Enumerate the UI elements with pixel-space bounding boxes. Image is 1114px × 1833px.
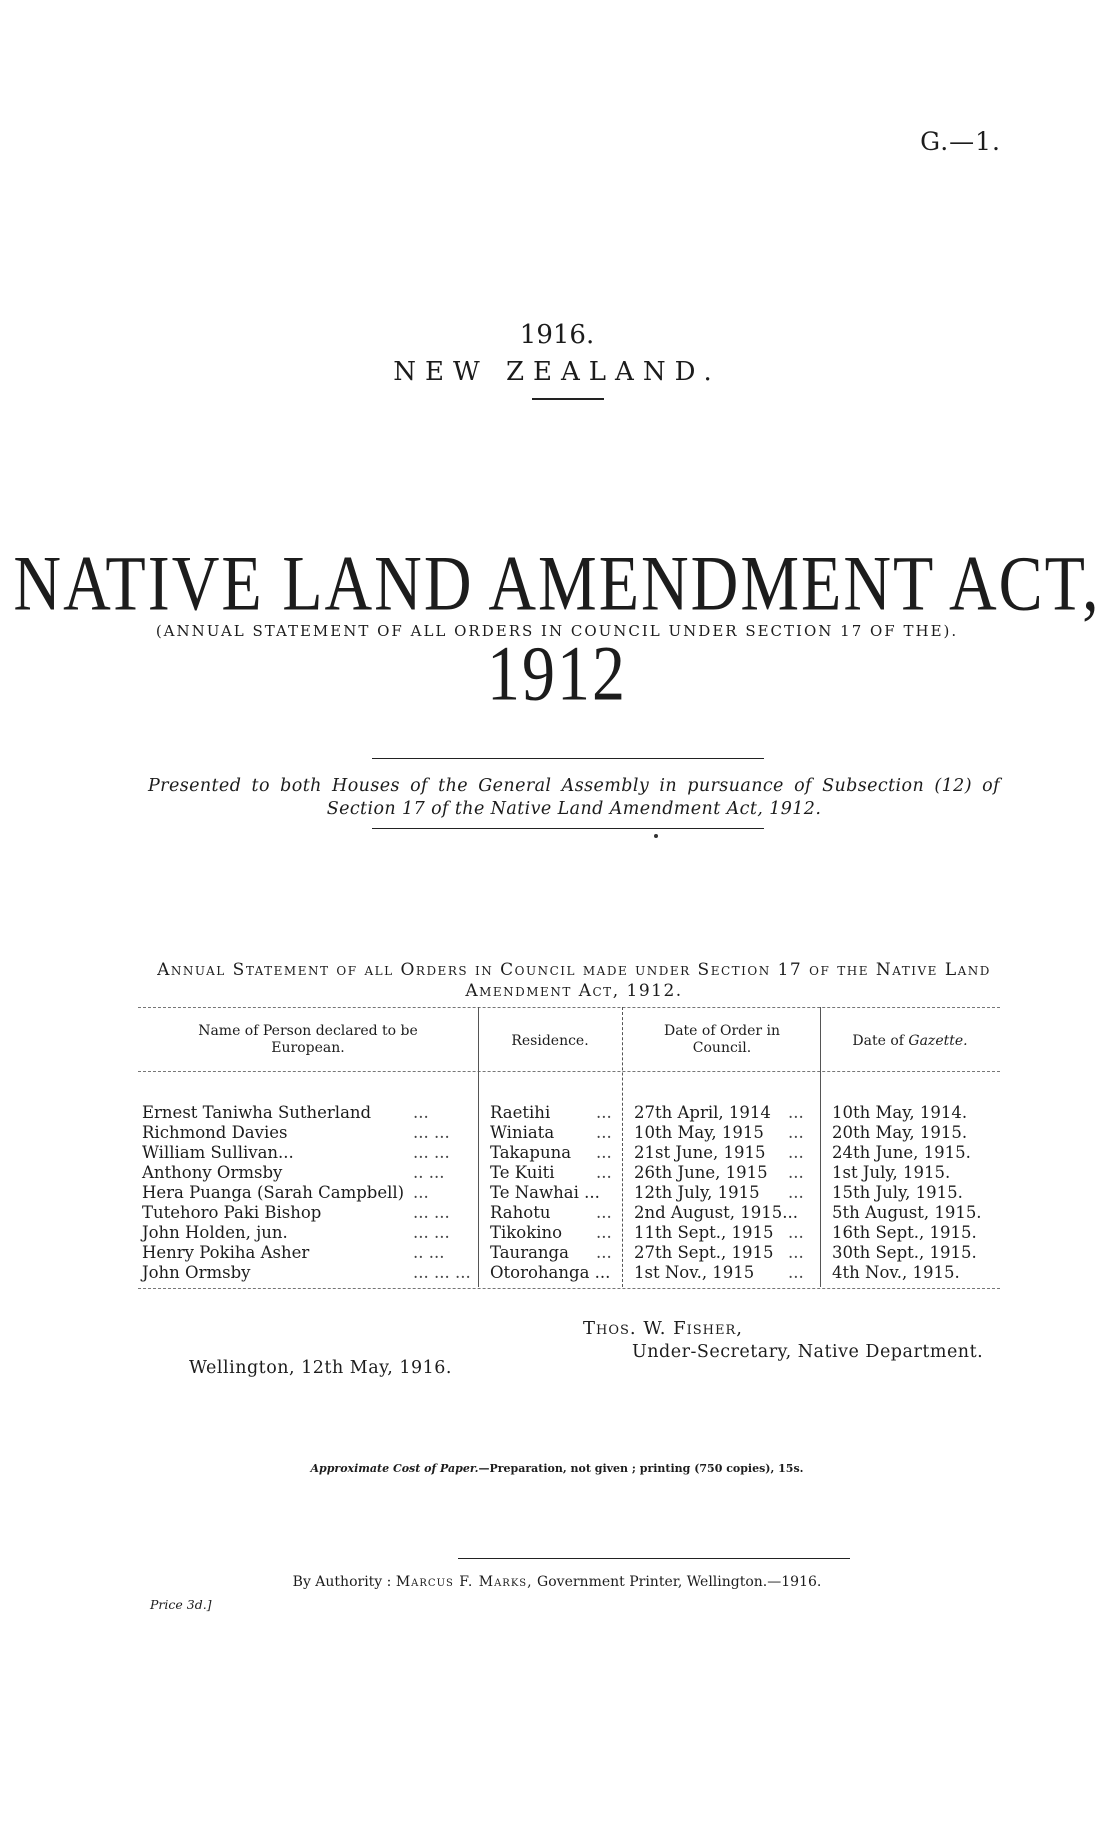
cell-gazette-date: 4th Nov., 1915. (832, 1263, 960, 1282)
table-row (138, 1103, 1000, 1123)
cell-order-dots: ... (788, 1143, 804, 1162)
table-row (138, 1183, 1000, 1203)
cell-order-dots: ... (788, 1243, 804, 1262)
cell-order-date: 21st June, 1915 (634, 1143, 766, 1162)
table-bottom-rule (138, 1288, 1000, 1289)
header-date-order: Date of Order in Council. (663, 1023, 781, 1056)
statement-heading-text: Annual Statement of all Orders in Council made under Section 17 of the Native Land Amendment Act, 1912. (157, 960, 991, 1001)
table-row (138, 1203, 1000, 1223)
cell-residence: Winiata (490, 1123, 555, 1142)
cell-name: Ernest Taniwha Sutherland (142, 1103, 372, 1122)
document-subtitle: (ANNUAL STATEMENT OF ALL ORDERS IN COUNCIL UNDER SECTION 17 OF THE). (155, 622, 959, 640)
cell-order-date: 10th May, 1915 (634, 1123, 764, 1142)
cell-gazette-date: 30th Sept., 1915. (832, 1243, 977, 1262)
cell-order-date: 27th Sept., 1915 (634, 1243, 774, 1262)
table-row (138, 1163, 1000, 1183)
cell-order-dots: ... (788, 1123, 804, 1142)
cell-residence-dots: ... (596, 1143, 612, 1162)
signatory-name (583, 1318, 743, 1339)
table-top-rule (138, 1007, 1000, 1008)
paper-reference: G.—1. (920, 127, 1001, 156)
table-header-rule (138, 1071, 1000, 1072)
statement-heading (148, 960, 1000, 1002)
cell-gazette-date: 1st July, 1915. (832, 1163, 951, 1182)
cell-residence: Rahotu (490, 1203, 551, 1222)
cell-residence: Takapuna (490, 1143, 572, 1162)
header-date-gazette-italic: Gazette. (908, 1033, 968, 1049)
divider (372, 758, 764, 759)
cell-name-dots: .. ... (413, 1243, 445, 1262)
cell-gazette-date: 5th August, 1915. (832, 1203, 982, 1222)
cost-label: Approximate Cost of Paper. (310, 1462, 479, 1475)
place-date: Wellington, 12th May, 1916. (189, 1358, 452, 1378)
cell-residence: Otorohanga ... (490, 1263, 611, 1282)
table-row (138, 1123, 1000, 1143)
cell-residence: Raetihi (490, 1103, 551, 1122)
cell-order-date: 2nd August, 1915... (634, 1203, 798, 1222)
signatory-title: Under-Secretary, Native Department. (632, 1342, 984, 1362)
divider (458, 1558, 850, 1559)
divider (532, 398, 604, 400)
ink-dot (654, 834, 658, 838)
cell-residence: Tikokino (490, 1223, 563, 1242)
cell-residence-dots: ... (596, 1123, 612, 1142)
year: 1916. (519, 320, 595, 350)
cell-name-dots: ... (413, 1103, 429, 1122)
printer-name: Marcus F. Marks, (395, 1574, 533, 1590)
cell-gazette-date: 24th June, 1915. (832, 1143, 971, 1162)
cell-name: John Holden, jun. (142, 1223, 288, 1242)
cell-gazette-date: 15th July, 1915. (832, 1183, 963, 1202)
cell-order-dots: ... (788, 1263, 804, 1282)
header-residence: Residence. (511, 1033, 589, 1049)
cell-residence-dots: ... (596, 1223, 612, 1242)
cell-order-dots: ... (788, 1223, 804, 1242)
cell-name-dots: ... ... (413, 1143, 450, 1162)
table-row (138, 1223, 1000, 1243)
cost-text: —Preparation, not given ; printing (750 copies), 15s. (478, 1462, 804, 1475)
document-title: NATIVE LAND AMENDMENT ACT, 1912 (13, 541, 1101, 717)
cell-residence: Te Nawhai ... (490, 1183, 600, 1202)
cell-name: Henry Pokiha Asher (142, 1243, 310, 1262)
divider (372, 828, 764, 829)
cell-name-dots: .. ... (413, 1163, 445, 1182)
cell-gazette-date: 10th May, 1914. (832, 1103, 968, 1122)
header-date-gazette-prefix: Date of (852, 1033, 904, 1049)
cell-order-date: 12th July, 1915 (634, 1183, 760, 1202)
cell-order-dots: ... (788, 1183, 804, 1202)
cell-name: William Sullivan... (142, 1143, 294, 1162)
cell-order-date: 26th June, 1915 (634, 1163, 768, 1182)
printer-imprint (0, 1574, 1114, 1590)
orders-table (138, 1007, 1000, 1289)
cell-residence-dots: ... (596, 1243, 612, 1262)
cell-residence: Te Kuiti (490, 1163, 555, 1182)
table-row (138, 1143, 1000, 1163)
cell-order-date: 11th Sept., 1915 (634, 1223, 774, 1242)
cell-order-date: 27th April, 1914 (634, 1103, 771, 1122)
cell-residence-dots: ... (596, 1203, 612, 1222)
cell-residence-dots: ... (596, 1163, 612, 1182)
cell-name-dots: ... ... (413, 1203, 450, 1222)
printer-prefix: By Authority : (292, 1574, 392, 1590)
cell-residence: Tauranga (490, 1243, 569, 1262)
cell-gazette-date: 16th Sept., 1915. (832, 1223, 977, 1242)
presented-statement: Presented to both Houses of the General Assembly in pursuance of Subsection (12) of Section 17 of the Native Land Amendment Act, 1912. (148, 776, 1000, 819)
cost-of-paper (0, 1462, 1114, 1475)
cell-order-dots: ... (788, 1163, 804, 1182)
cell-name-dots: ... (413, 1183, 429, 1202)
cell-name: Richmond Davies (142, 1123, 288, 1142)
cell-gazette-date: 20th May, 1915. (832, 1123, 968, 1142)
cell-order-date: 1st Nov., 1915 (634, 1263, 755, 1282)
cell-name-dots: ... ... ... (413, 1263, 471, 1282)
cell-order-dots: ... (788, 1103, 804, 1122)
cell-name: Anthony Ormsby (142, 1163, 283, 1182)
price: Price 3d.] (150, 1597, 212, 1612)
table-row (138, 1243, 1000, 1263)
cell-name: Tutehoro Paki Bishop (142, 1203, 322, 1222)
printer-suffix: Government Printer, Wellington.—1916. (537, 1574, 822, 1590)
table-row (138, 1263, 1000, 1283)
signatory-name-text: Thos. W. Fisher, (583, 1318, 744, 1339)
cell-name-dots: ... ... (413, 1223, 450, 1242)
header-date-gazette (820, 1033, 1000, 1050)
cell-residence-dots: ... (596, 1103, 612, 1122)
cell-name: John Ormsby (142, 1263, 251, 1282)
cell-name-dots: ... ... (413, 1123, 450, 1142)
country: NEW ZEALAND. (393, 357, 721, 387)
cell-name: Hera Puanga (Sarah Campbell) (142, 1183, 405, 1202)
header-name: Name of Person declared to be European. (198, 1023, 418, 1056)
